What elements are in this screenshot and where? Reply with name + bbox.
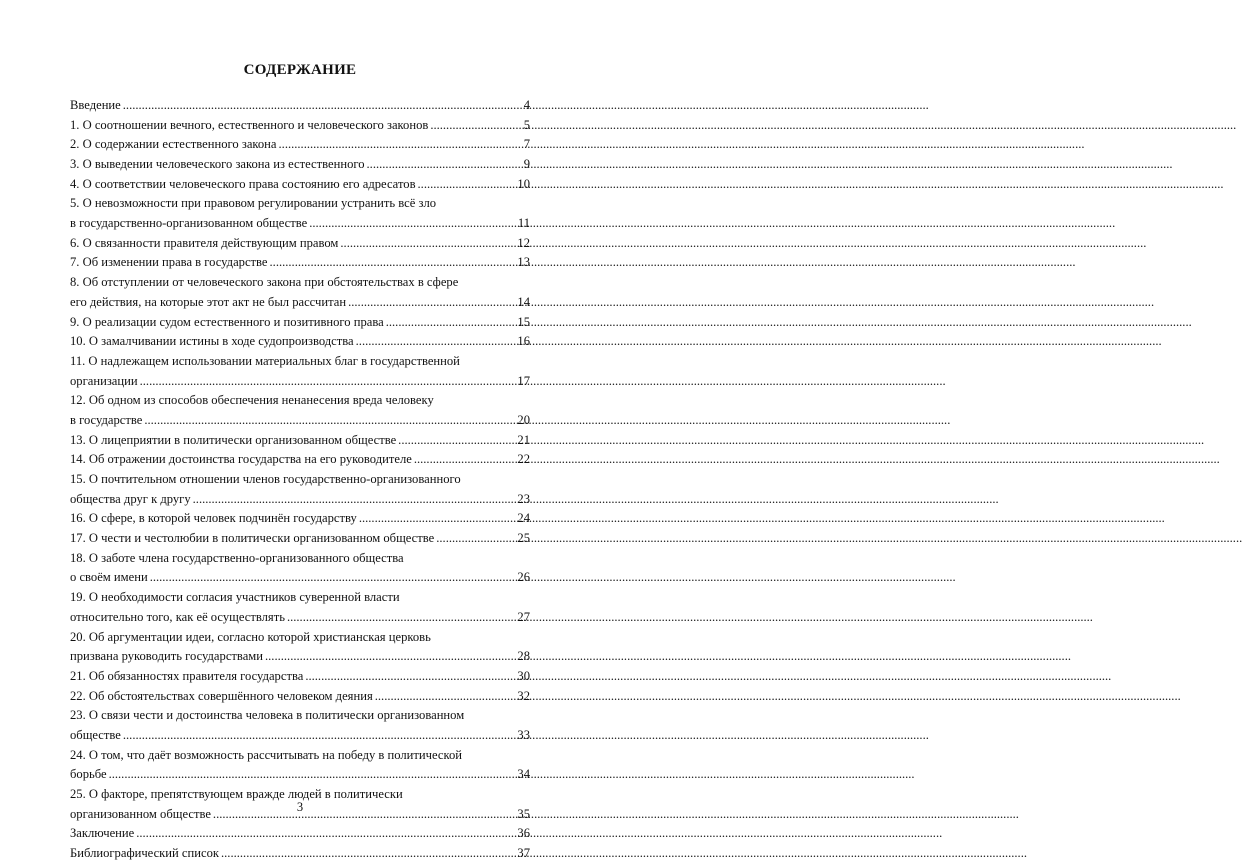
dot-leader [436, 529, 515, 549]
toc-entry-row [70, 116, 530, 136]
toc-entry[interactable] [70, 509, 530, 529]
toc-entry-title-line: 6. О связанности правителя действующим правом [70, 235, 339, 250]
dot-leader [348, 293, 515, 313]
toc-entry-row [70, 608, 530, 628]
toc-entry-title-line: в государстве [70, 412, 143, 427]
toc-entry[interactable] [70, 746, 530, 785]
dot-leader [430, 116, 521, 136]
toc-entry-row [70, 687, 530, 707]
toc-entry-title-line: 12. Об одном из способов обеспечения ненанесения вреда человеку [70, 393, 434, 408]
toc-entry-title-line: Библиографический список [70, 846, 219, 861]
toc-entry-page-number: 30 [517, 668, 530, 683]
toc-entry-title-line: организованном обществе [70, 806, 211, 821]
dot-leader [123, 726, 516, 746]
toc-entry[interactable] [70, 175, 530, 195]
toc-entry-title-line: его действия, на которые этот акт не был рассчитан [70, 294, 347, 309]
toc-entry-title-line: 8. Об отступлении от человеческого закона при обстоятельствах в сфере [70, 275, 459, 290]
toc-entry[interactable] [70, 450, 530, 470]
dot-leader [414, 450, 516, 470]
toc-entry[interactable] [70, 391, 530, 430]
toc-entry-page-number: 16 [517, 334, 530, 349]
toc-entry-title-line: 4. О соответствии человеческого права состоянию его адресатов [70, 176, 416, 191]
dot-leader [270, 253, 516, 273]
toc-entry-page-number: 27 [517, 609, 530, 624]
toc-entry-page-number: 23 [517, 491, 530, 506]
toc-entry-title-line: общества друг к другу [70, 491, 191, 506]
toc-entry-row [70, 765, 530, 785]
dot-leader [356, 332, 516, 352]
toc-entry[interactable] [70, 116, 530, 136]
toc-entry-title-line: 22. Об обстоятельствах совершённого человеком деяния [70, 688, 373, 703]
toc-entry[interactable] [70, 687, 530, 707]
toc-entry-title-line: обществе [70, 727, 121, 742]
toc-entry-row [70, 450, 530, 470]
toc-entry-row [70, 569, 530, 589]
dot-leader [398, 431, 515, 451]
toc-entry-row [70, 175, 530, 195]
toc-entry-title-line: о своём имени [70, 570, 148, 585]
toc-entry-title-line: 16. О сфере, в которой человек подчинён государству [70, 511, 357, 526]
toc-entry-title-line: 19. О необходимости согласия участников суверенной власти [70, 590, 400, 605]
toc-entry-row [70, 332, 530, 352]
toc-entry-row [70, 509, 530, 529]
toc-entry-title-line: 10. О замалчивании истины в ходе судопроизводства [70, 334, 354, 349]
toc-entry-row [70, 411, 530, 431]
toc-entry-row [70, 135, 530, 155]
dot-leader [375, 687, 516, 707]
toc-entry-page-number: 5 [523, 117, 530, 132]
toc-entry[interactable] [70, 628, 530, 667]
toc-entry-page-number: 32 [517, 688, 530, 703]
toc-entry-row [70, 844, 530, 864]
dot-leader [305, 667, 515, 687]
toc-entry-page-number: 15 [517, 314, 530, 329]
toc-entry-row [70, 667, 530, 687]
toc-entry-title-line: Введение [70, 97, 121, 112]
toc-entry[interactable] [70, 234, 530, 254]
toc-entry[interactable] [70, 549, 530, 588]
toc-entry-title-line: 11. О надлежащем использовании материальных благ в государственной [70, 353, 460, 368]
dot-leader [144, 411, 515, 431]
toc-entry-page-number: 14 [517, 294, 530, 309]
toc-entry-row [70, 214, 530, 234]
toc-entry-title-line: борьбе [70, 767, 107, 782]
toc-entry-title-line: 13. О лицеприятии в политически организованном обществе [70, 432, 397, 447]
toc-entry-title-line: 17. О чести и честолюбии в политически организованном обществе [70, 531, 435, 546]
toc-entry[interactable] [70, 431, 530, 451]
toc-entry-page-number: 12 [517, 235, 530, 250]
toc-entry-title-line: относительно того, как её осуществлять [70, 609, 285, 624]
toc-entry[interactable] [70, 194, 530, 233]
toc-entry-row [70, 647, 530, 667]
toc-entry-title-line: призвана руководить государствами [70, 649, 263, 664]
toc-entry[interactable] [70, 155, 530, 175]
toc-entry[interactable] [70, 254, 530, 274]
toc-entry-page-number: 25 [517, 531, 530, 546]
document-page [0, 0, 600, 861]
toc-entry-row [70, 529, 530, 549]
dot-leader [279, 135, 522, 155]
dot-leader [136, 824, 515, 844]
toc-entry-row [70, 431, 530, 451]
toc-entry-title-line: 7. Об изменении права в государстве [70, 255, 268, 270]
dot-leader [123, 96, 522, 116]
dot-leader [265, 647, 515, 667]
toc-entry-page-number: 17 [517, 373, 530, 388]
toc-entry-title-line: 25. О факторе, препятствующем вражде людей в политически [70, 787, 403, 802]
dot-leader [309, 214, 516, 234]
toc-entry-title-line: в государственно-организованном обществе [70, 216, 308, 231]
toc-entry[interactable] [70, 332, 530, 352]
dot-leader [418, 175, 516, 195]
table-of-contents [70, 96, 530, 864]
toc-entry-title-line: 2. О содержании естественного закона [70, 137, 277, 152]
toc-entry-title-line: 15. О почтительном отношении членов государственно-организованного [70, 472, 461, 487]
toc-entry-row [70, 254, 530, 274]
toc-entry-title-line: 5. О невозможности при правовом регулировании устранить всё зло [70, 196, 437, 211]
toc-entry-title-line: Заключение [70, 826, 135, 841]
toc-entry[interactable] [70, 470, 530, 509]
toc-entry-page-number: 33 [517, 727, 530, 742]
toc-entry-page-number: 9 [523, 157, 530, 172]
toc-entry[interactable] [70, 706, 530, 745]
toc-entry-page-number: 4 [523, 97, 530, 112]
toc-entry-row [70, 155, 530, 175]
toc-entry-row [70, 234, 530, 254]
toc-entry-page-number: 21 [517, 432, 530, 447]
toc-entry-title-line: 20. Об аргументации идеи, согласно которой христианская церковь [70, 629, 431, 644]
toc-entry[interactable] [70, 844, 530, 864]
toc-entry[interactable] [70, 313, 530, 333]
dot-leader [386, 313, 516, 333]
toc-entry-title-line: 23. О связи чести и достоинства человека в политически организованном [70, 708, 465, 723]
page-title: СОДЕРЖАНИЕ [243, 62, 357, 78]
toc-entry-page-number: 20 [517, 412, 530, 427]
toc-entry-title-line: организации [70, 373, 138, 388]
toc-entry[interactable] [70, 588, 530, 627]
toc-entry-row [70, 824, 530, 844]
toc-entry[interactable] [70, 667, 530, 687]
toc-entry-page-number: 11 [517, 216, 530, 231]
dot-leader [140, 372, 516, 392]
dot-leader [367, 155, 522, 175]
toc-entry-title-line: 21. Об обязанностях правителя государства [70, 668, 304, 683]
toc-entry-title-line: 1. О соотношении вечного, естественного и человеческого законов [70, 117, 429, 132]
toc-entry-page-number: 22 [517, 452, 530, 467]
dot-leader [359, 509, 516, 529]
toc-entry-page-number: 26 [517, 570, 530, 585]
dot-leader [150, 568, 516, 588]
toc-entry-page-number: 37 [517, 846, 530, 861]
toc-entry-title-line: 3. О выведении человеческого закона из естественного [70, 157, 365, 172]
toc-entry-title-line: 24. О том, что даёт возможность рассчитывать на победу в политической [70, 747, 462, 762]
toc-entry-page-number: 24 [517, 511, 530, 526]
dot-leader [221, 844, 515, 864]
toc-entry-page-number: 13 [517, 255, 530, 270]
toc-entry[interactable] [70, 273, 530, 312]
toc-entry-title-line: 18. О заботе члена государственно-организованного общества [70, 550, 404, 565]
toc-entry-row [70, 490, 530, 510]
dot-leader [193, 490, 516, 510]
toc-entry-row [70, 726, 530, 746]
dot-leader [340, 234, 515, 254]
toc-entry-page-number: 36 [517, 826, 530, 841]
toc-entry-page-number: 35 [517, 806, 530, 821]
toc-entry[interactable] [70, 135, 530, 155]
toc-entry-row [70, 313, 530, 333]
toc-entry[interactable] [70, 352, 530, 391]
toc-entry-title-line: 9. О реализации судом естественного и позитивного права [70, 314, 384, 329]
toc-entry-page-number: 7 [523, 137, 530, 152]
toc-entry[interactable] [70, 96, 530, 116]
toc-entry-row [70, 96, 530, 116]
dot-leader [287, 608, 515, 628]
toc-entry-row [70, 372, 530, 392]
toc-entry[interactable] [70, 529, 530, 549]
toc-entry-page-number: 28 [517, 649, 530, 664]
toc-entry[interactable] [70, 824, 530, 844]
dot-leader [109, 765, 516, 785]
toc-entry-page-number: 10 [517, 176, 530, 191]
toc-entry-row [70, 293, 530, 313]
page-number: 3 [296, 800, 304, 814]
toc-entry-page-number: 34 [517, 767, 530, 782]
toc-entry-title-line: 14. Об отражении достоинства государства на его руководителе [70, 452, 412, 467]
